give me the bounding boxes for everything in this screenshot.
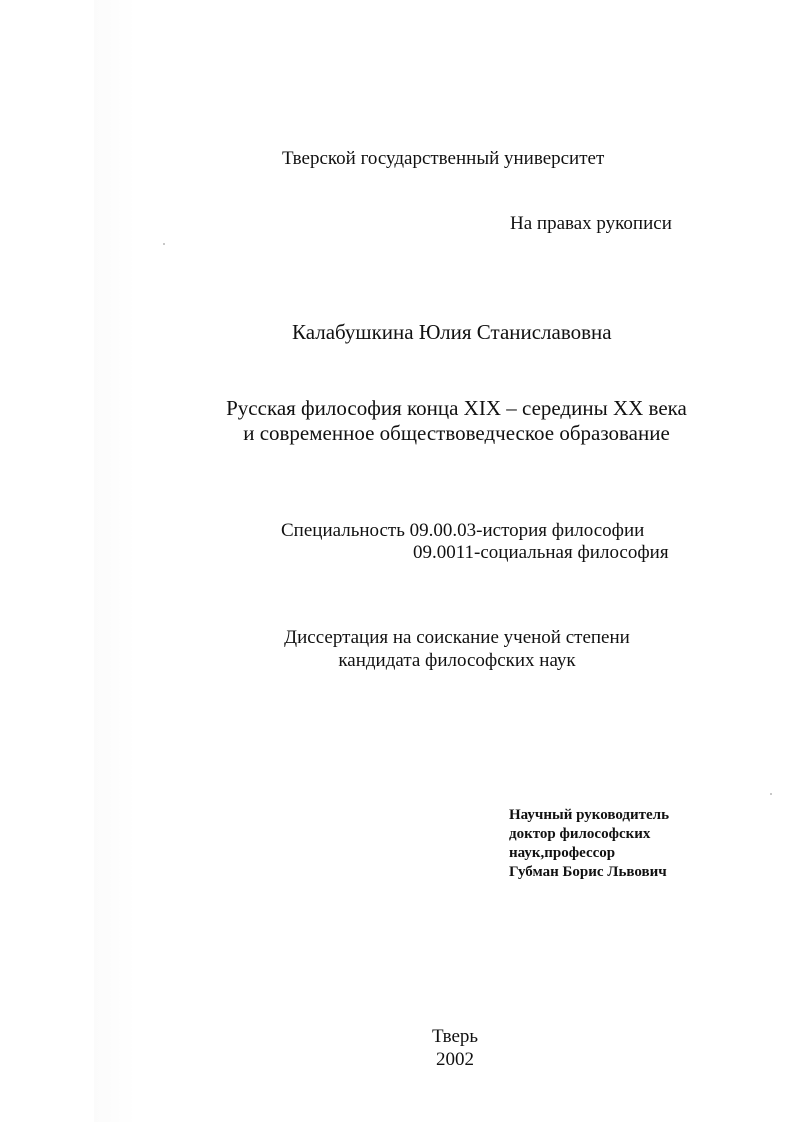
degree-line-2: кандидата философских наук [338, 650, 576, 671]
scan-speck [163, 243, 165, 245]
specialty-line-1: Специальность 09.00.03-история философии [281, 520, 645, 541]
dissertation-title-line-2: и современное обществоведческое образование [243, 421, 670, 445]
dissertation-title-line-1: Русская философия конца XIX – середины XX века [226, 396, 687, 420]
supervisor-line-4: Губман Борис Львович [509, 864, 667, 880]
city: Тверь [431, 1026, 479, 1047]
supervisor-line-3: наук,профессор [509, 845, 616, 861]
author-name: Калабушкина Юлия Станиславовна [292, 320, 612, 344]
university-name: Тверской государственный университет [282, 148, 605, 169]
degree-line-1: Диссертация на соискание ученой степени [284, 627, 630, 648]
scan-speck [770, 793, 772, 795]
supervisor-line-2: доктор философских [509, 826, 651, 842]
year: 2002 [436, 1049, 474, 1070]
specialty-line-2: 09.0011-социальная философия [413, 542, 669, 563]
supervisor-line-1: Научный руководитель [509, 807, 669, 823]
manuscript-note: На правах рукописи [510, 213, 672, 234]
